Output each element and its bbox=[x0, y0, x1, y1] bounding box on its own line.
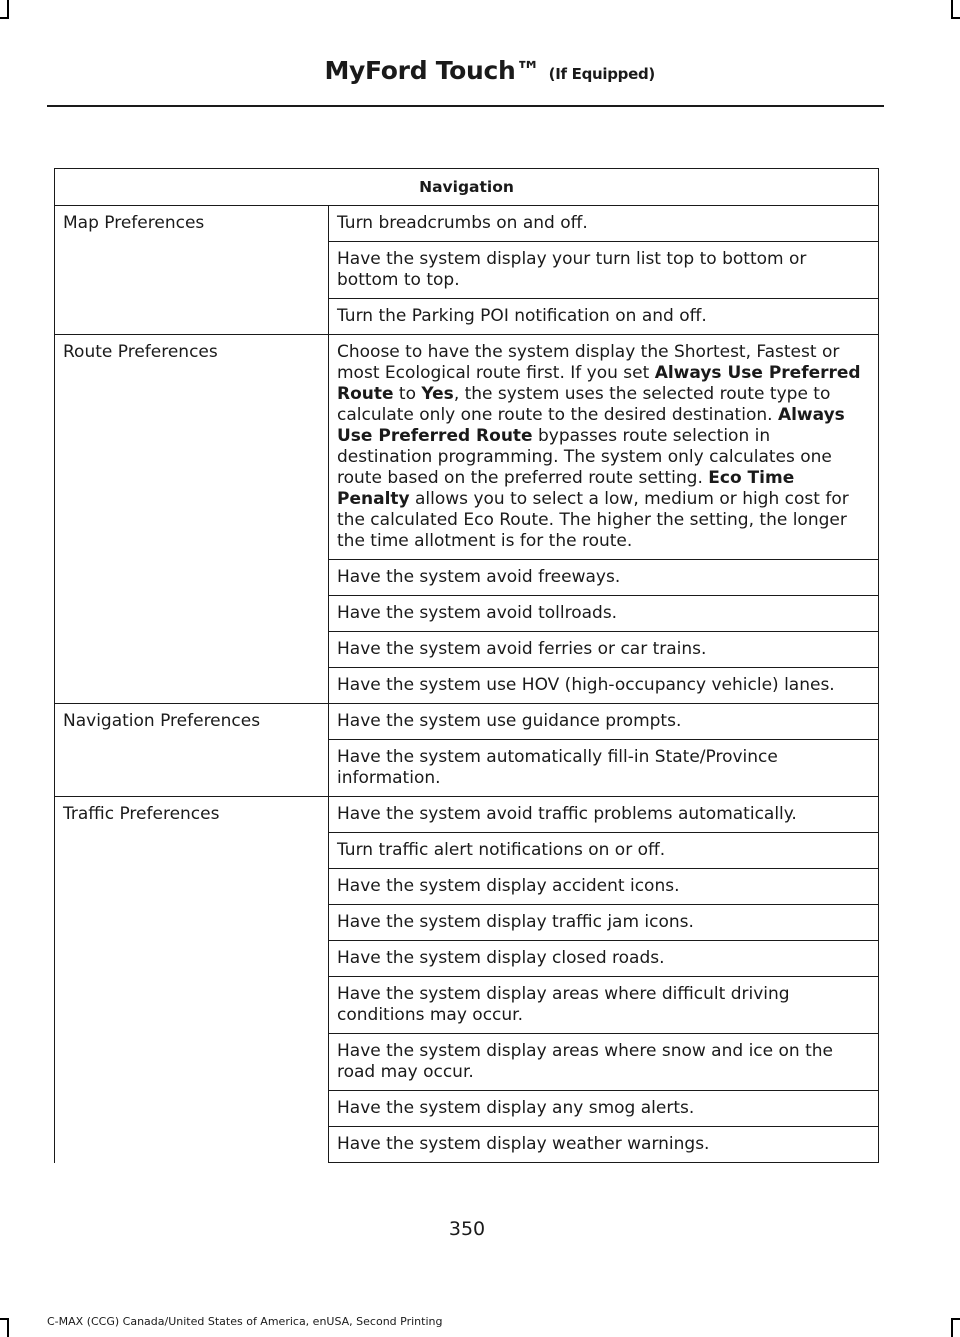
text-span: allows you to select a low, medium or high cost for the calculated Eco Route. The higher the setting, the longer the time allotment is for the route. bbox=[337, 489, 849, 551]
description-cell: Have the system use HOV (high-occupancy vehicle) lanes. bbox=[329, 668, 879, 704]
description-cell: Have the system display traffic jam icons. bbox=[329, 905, 879, 941]
category-cell: Map Preferences bbox=[55, 206, 329, 335]
crop-mark-bottom-right-h bbox=[951, 1318, 960, 1320]
description-cell: Have the system display accident icons. bbox=[329, 869, 879, 905]
table-header-row bbox=[55, 169, 879, 206]
page-header bbox=[324, 56, 655, 85]
description-cell: Have the system avoid tollroads. bbox=[329, 596, 879, 632]
page-number: 350 bbox=[448, 1218, 486, 1240]
text-span: to bbox=[393, 384, 422, 404]
crop-mark-top-left bbox=[7, 0, 9, 17]
table-row bbox=[55, 206, 879, 242]
crop-mark-top-right bbox=[951, 0, 953, 17]
crop-mark-bottom-right bbox=[951, 1320, 953, 1337]
description-cell: Have the system display any smog alerts. bbox=[329, 1091, 879, 1127]
bold-term: Always Use Preferred Route bbox=[337, 405, 845, 446]
description-cell: Have the system display areas where difficult driving conditions may occur. bbox=[329, 977, 879, 1034]
bold-term: Eco Time Penalty bbox=[337, 468, 795, 509]
header-subtitle: (If Equipped) bbox=[548, 65, 655, 83]
crop-mark-bottom-left bbox=[7, 1320, 9, 1337]
crop-mark-bottom-left-h bbox=[0, 1318, 9, 1320]
text-span: bypasses route selection in destination programming. The system only calculates one route based on the preferred route setting. bbox=[337, 426, 832, 488]
category-cell: Route Preferences bbox=[55, 335, 329, 704]
description-cell bbox=[329, 335, 879, 560]
bold-term: Always Use Preferred Route bbox=[337, 363, 861, 404]
table-row bbox=[55, 335, 879, 560]
crop-mark-top-right-h bbox=[951, 17, 960, 19]
description-cell: Turn the Parking POI notification on and off. bbox=[329, 299, 879, 335]
table-body bbox=[55, 206, 879, 1163]
category-cell: Navigation Preferences bbox=[55, 704, 329, 797]
header-rule bbox=[47, 105, 884, 107]
description-cell: Have the system display areas where snow and ice on the road may occur. bbox=[329, 1034, 879, 1091]
description-cell: Have the system avoid freeways. bbox=[329, 560, 879, 596]
description-cell: Turn breadcrumbs on and off. bbox=[329, 206, 879, 242]
crop-mark-top-left-h bbox=[0, 17, 9, 19]
description-cell: Turn traffic alert notifications on or off. bbox=[329, 833, 879, 869]
description-cell: Have the system avoid ferries or car trains. bbox=[329, 632, 879, 668]
table-row bbox=[55, 797, 879, 833]
description-cell: Have the system display weather warnings. bbox=[329, 1127, 879, 1163]
description-cell: Have the system avoid traffic problems automatically. bbox=[329, 797, 879, 833]
description-cell: Have the system display closed roads. bbox=[329, 941, 879, 977]
bold-term: Yes bbox=[421, 384, 454, 404]
header-title: MyFord Touch™ bbox=[324, 56, 541, 85]
table-heading: Navigation bbox=[55, 169, 879, 206]
text-span: , the system uses the selected route type to calculate only one route to the desired destination. bbox=[337, 384, 831, 425]
navigation-table bbox=[54, 168, 879, 1163]
table-row bbox=[55, 704, 879, 740]
description-cell: Have the system automatically fill-in State/Province information. bbox=[329, 740, 879, 797]
text-span: Choose to have the system display the Shortest, Fastest or most Ecological route first. If you set bbox=[337, 342, 840, 383]
category-cell: Traffic Preferences bbox=[55, 797, 329, 1163]
description-cell: Have the system use guidance prompts. bbox=[329, 704, 879, 740]
description-cell: Have the system display your turn list top to bottom or bottom to top. bbox=[329, 242, 879, 299]
footer-text: C-MAX (CCG) Canada/United States of America, enUSA, Second Printing bbox=[47, 1315, 443, 1328]
